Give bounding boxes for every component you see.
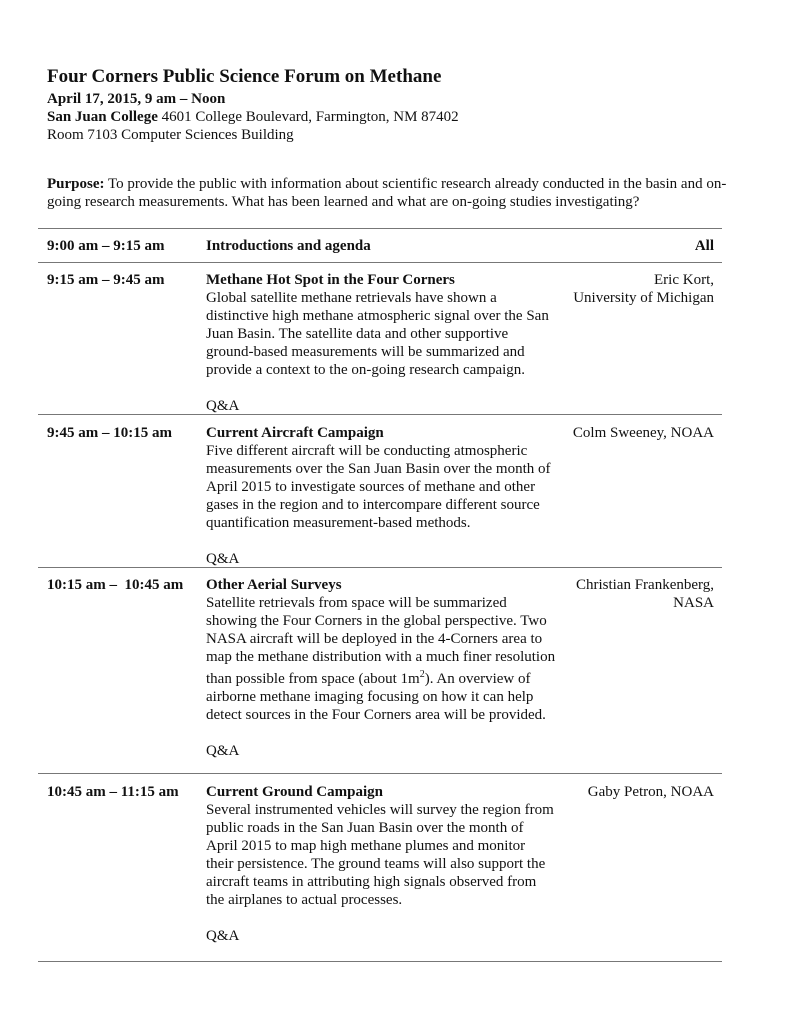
agenda-description: Five different aircraft will be conducting atmospheric measurements over the San Juan Basin over the month of April 2015 to investigate sources of methane and other gases in the region and to intercompare different source quantification measurement-based methods.: [206, 443, 551, 531]
agenda-time: 9:45 am – 10:15 am: [47, 425, 172, 441]
agenda-time: 9:00 am – 9:15 am: [47, 238, 165, 254]
agenda-description: Several instrumented vehicles will survey the region from public roads in the San Juan Basin over the month of April 2015 to map high methane plumes and monitor their persistence. The ground teams will also support the aircraft teams in attributing high signals observed from the airplanes to actual processes.: [206, 802, 554, 908]
agenda-time: 9:15 am – 9:45 am: [47, 272, 165, 288]
speaker-affiliation: NASA: [673, 595, 714, 611]
event-room: Room 7103 Computer Sciences Building: [47, 127, 294, 143]
agenda-speaker: [534, 783, 714, 801]
agenda-speaker: [534, 424, 714, 442]
table-divider: [38, 228, 722, 229]
table-divider: [38, 773, 722, 774]
agenda-qa: Q&A: [206, 398, 240, 414]
agenda-description: Global satellite methane retrievals have shown a distinctive high methane atmospheric signal over the San Juan Basin. The satellite data and other supportive ground-based measurements will be summarized and provide a context to the on-going research campaign.: [206, 290, 549, 378]
agenda-title: Methane Hot Spot in the Four Corners: [206, 272, 455, 288]
agenda-title: Other Aerial Surveys: [206, 577, 342, 593]
venue-address: 4601 College Boulevard, Farmington, NM 87402: [157, 109, 459, 125]
speaker-name: Eric Kort,: [654, 272, 714, 288]
agenda-qa: Q&A: [206, 928, 240, 944]
table-divider: [38, 414, 722, 415]
document-title: Four Corners Public Science Forum on Methane: [47, 66, 442, 87]
venue-name: San Juan College: [47, 109, 158, 125]
agenda-content: [206, 783, 556, 945]
table-divider: [38, 262, 722, 263]
agenda-time: 10:45 am – 11:15 am: [47, 784, 179, 800]
agenda-content: [206, 576, 556, 760]
agenda-speaker: [534, 576, 714, 612]
agenda-content: [206, 237, 556, 255]
agenda-content: [206, 424, 556, 568]
speaker-affiliation: University of Michigan: [573, 290, 714, 306]
agenda-qa: Q&A: [206, 551, 240, 567]
agenda-speaker: [534, 271, 714, 307]
superscript: 2: [419, 669, 425, 680]
purpose-statement: [47, 175, 747, 211]
table-divider: [38, 961, 722, 962]
agenda-speaker: All: [694, 238, 714, 254]
purpose-text: To provide the public with information about scientific research already conducted in the basin and on-going research measurements. What has been learned and what are on-going studies investigating?: [47, 176, 727, 210]
agenda-title: Introductions and agenda: [206, 238, 371, 254]
purpose-label: Purpose:: [47, 176, 105, 192]
agenda-title: Current Aircraft Campaign: [206, 425, 384, 441]
agenda-title: Current Ground Campaign: [206, 784, 383, 800]
table-divider: [38, 567, 722, 568]
speaker-name: Colm Sweeney, NOAA: [572, 425, 714, 441]
event-date: April 17, 2015, 9 am – Noon: [47, 91, 226, 107]
agenda-time: 10:15 am – 10:45 am: [47, 577, 184, 593]
description-part: Satellite retrievals from space will be summarized showing the Four Corners in the global perspective. Two NASA aircraft will be deployed in the 4-Corners area to map the methane distribution with a much finer resolution than possible from space (about 1m: [206, 595, 556, 687]
event-venue: [47, 108, 459, 126]
agenda-description: [206, 594, 556, 724]
description-part: ). An overview of airborne methane imaging focusing on how it can help detect sources in the Four Corners area will be provided.: [206, 671, 546, 723]
speaker-name: Christian Frankenberg,: [575, 577, 714, 593]
agenda-content: [206, 271, 556, 415]
speaker-name: Gaby Petron, NOAA: [587, 784, 714, 800]
agenda-qa: Q&A: [206, 743, 240, 759]
